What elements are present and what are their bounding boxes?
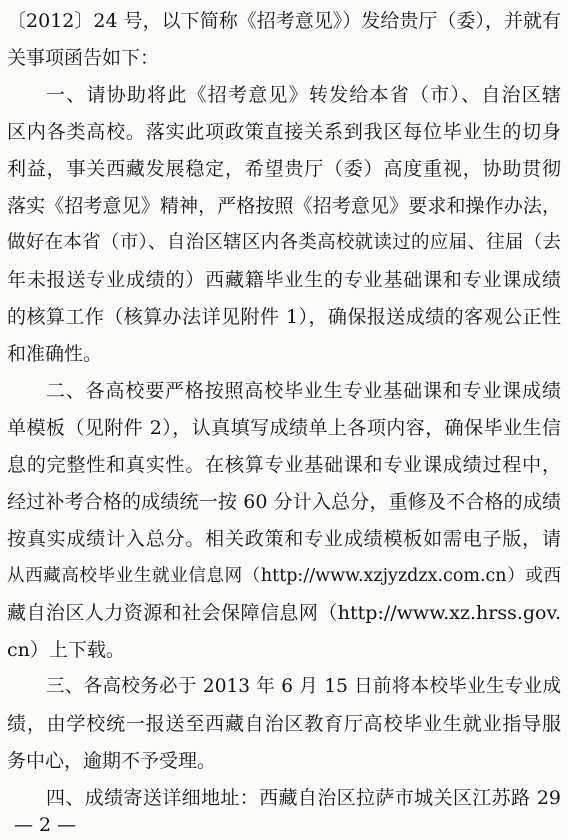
paragraph-line: 的核算工作（核算办法详见附件 1），确保报送成绩的客观公正性	[7, 306, 561, 328]
paragraph-line: 绩，由学校统一报送至西藏自治区教育厅高校毕业生就业指导服	[7, 713, 561, 735]
paragraph-line: 做好在本省（市）、自治区辖区内各类高校就读过的应届、往届（去	[7, 232, 561, 253]
paragraph-line: cn）上下载。	[7, 639, 125, 661]
paragraph-line: 利益，事关西藏发展稳定，希望贵厅（委）高度重视，协助贯彻	[7, 158, 561, 180]
paragraph-line: 区内各类高校。落实此项政策直接关系到我区每位毕业生的切身	[7, 121, 561, 143]
paragraph-line: 关事项函告如下：	[7, 47, 160, 69]
page-number: — 2 —	[14, 814, 77, 836]
paragraph-line: 单模板（见附件 2），认真填写成绩单上各项内容，确保毕业生信	[7, 417, 561, 439]
paragraph-line: 四、成绩寄送详细地址：西藏自治区拉萨市城关区江苏路 29	[46, 787, 561, 809]
paragraph-line: 经过补考合格的成绩统一按 60 分计入总分，重修及不合格的成绩	[7, 491, 561, 513]
paragraph-line: 从西藏高校毕业生就业信息网（http://www.xzjyzdzx.com.cn）或西	[7, 566, 561, 586]
paragraph-line: 务中心，逾期不予受理。	[7, 750, 217, 772]
paragraph-line: 落实《招考意见》精神，严格按照《招考意见》要求和操作办法，	[7, 195, 561, 217]
paragraph-line: 和准确性。	[7, 343, 103, 365]
paragraph-line: 二、各高校要严格按照高校毕业生专业基础课和专业课成绩	[46, 380, 561, 402]
paragraph-line: 按真实成绩计入总分。相关政策和专业成绩模板如需电子版，请	[7, 528, 561, 550]
paragraph-line: 一、请协助将此《招考意见》转发给本省（市）、自治区辖	[46, 84, 561, 106]
paragraph-line: 三、各高校务必于 2013 年 6 月 15 日前将本校毕业生专业成	[46, 676, 561, 697]
paragraph-line: 息的完整性和真实性。在核算专业基础课和专业课成绩过程中，	[7, 454, 561, 476]
paragraph-line: 年未报送专业成绩的）西藏籍毕业生的专业基础课和专业课成绩	[7, 269, 561, 291]
paragraph-line: 〔2012〕24 号，以下简称《招考意见》）发给贵厅（委），并就有	[7, 10, 561, 32]
paragraph-line: 藏自治区人力资源和社会保障信息网（http://www.xz.hrss.gov.	[7, 602, 561, 624]
